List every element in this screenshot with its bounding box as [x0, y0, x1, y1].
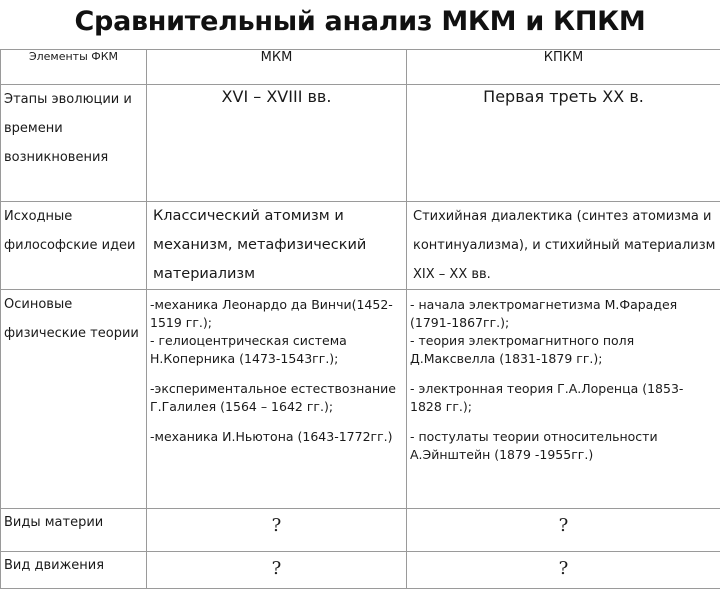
theory-group: [410, 380, 717, 416]
theory-group: [410, 296, 717, 368]
label-line: возникновения: [4, 143, 143, 172]
cell-line: 1519 гг.);: [150, 314, 403, 332]
cell-physics-kpkm: [407, 290, 720, 509]
table-header-row: [1, 50, 720, 85]
row-label-philosophy: [1, 202, 147, 290]
table-row-physics: [1, 290, 720, 509]
cell-line: Г.Галилея (1564 – 1642 гг.);: [150, 398, 403, 416]
cell-line: -механика И.Ньютона (1643-1772гг.): [150, 428, 403, 446]
table-row-era: [1, 85, 720, 202]
row-label-physics: [1, 290, 147, 509]
cell-line: континуализма), и стихийный материализм: [413, 231, 717, 260]
theory-group: [150, 428, 403, 446]
cell-line: А.Эйнштейн (1879 -1955гг.): [410, 446, 717, 464]
table-row-motion: [1, 552, 720, 589]
label-line: физические теории: [4, 319, 143, 348]
page-title: Сравнительный анализ МКМ и КПКМ: [0, 6, 720, 37]
row-label-era: [1, 85, 147, 202]
cell-matter-mkm: ?: [147, 509, 407, 552]
row-label-matter: Виды материи: [1, 509, 147, 552]
cell-era-mkm: XVI – XVIII вв.: [147, 85, 407, 202]
label-line: философские идеи: [4, 231, 143, 260]
cell-line: -механика Леонардо да Винчи(1452-: [150, 296, 403, 314]
cell-matter-kpkm: ?: [407, 509, 720, 552]
cell-philosophy-mkm: [147, 202, 407, 290]
row-label-motion: Вид движения: [1, 552, 147, 589]
label-line: времени: [4, 114, 143, 143]
cell-line: XIX – XX вв.: [413, 260, 717, 289]
cell-line: - гелиоцентрическая система: [150, 332, 403, 350]
cell-motion-mkm: ?: [147, 552, 407, 589]
comparison-table: [0, 49, 720, 589]
header-kpkm: КПКМ: [407, 50, 720, 85]
cell-line: механизм, метафизический: [153, 231, 403, 260]
label-line: Этапы эволюции и: [4, 85, 143, 114]
cell-line: - постулаты теории относительности: [410, 428, 717, 446]
cell-line: -экспериментальное естествознание: [150, 380, 403, 398]
cell-motion-kpkm: ?: [407, 552, 720, 589]
header-elements: Элементы ФКМ: [1, 50, 147, 85]
cell-line: (1791-1867гг.);: [410, 314, 717, 332]
label-line: Исходные: [4, 202, 143, 231]
theory-group: [150, 380, 403, 416]
cell-line: - теория электромагнитного поля: [410, 332, 717, 350]
cell-line: материализм: [153, 260, 403, 289]
cell-line: 1828 гг.);: [410, 398, 717, 416]
cell-philosophy-kpkm: [407, 202, 720, 290]
cell-line: - электронная теория Г.А.Лоренца (1853-: [410, 380, 717, 398]
theory-group: [150, 296, 403, 368]
cell-physics-mkm: [147, 290, 407, 509]
cell-line: Классический атомизм и: [153, 202, 403, 231]
label-line: Осиновые: [4, 290, 143, 319]
theory-group: [410, 428, 717, 464]
cell-line: Стихийная диалектика (синтез атомизма и: [413, 202, 717, 231]
cell-era-kpkm: Первая треть XX в.: [407, 85, 720, 202]
cell-line: - начала электромагнетизма М.Фарадея: [410, 296, 717, 314]
cell-line: Д.Максвелла (1831-1879 гг.);: [410, 350, 717, 368]
table-row-philosophy: [1, 202, 720, 290]
header-mkm: МКМ: [147, 50, 407, 85]
cell-line: Н.Коперника (1473-1543гг.);: [150, 350, 403, 368]
table-row-matter: [1, 509, 720, 552]
